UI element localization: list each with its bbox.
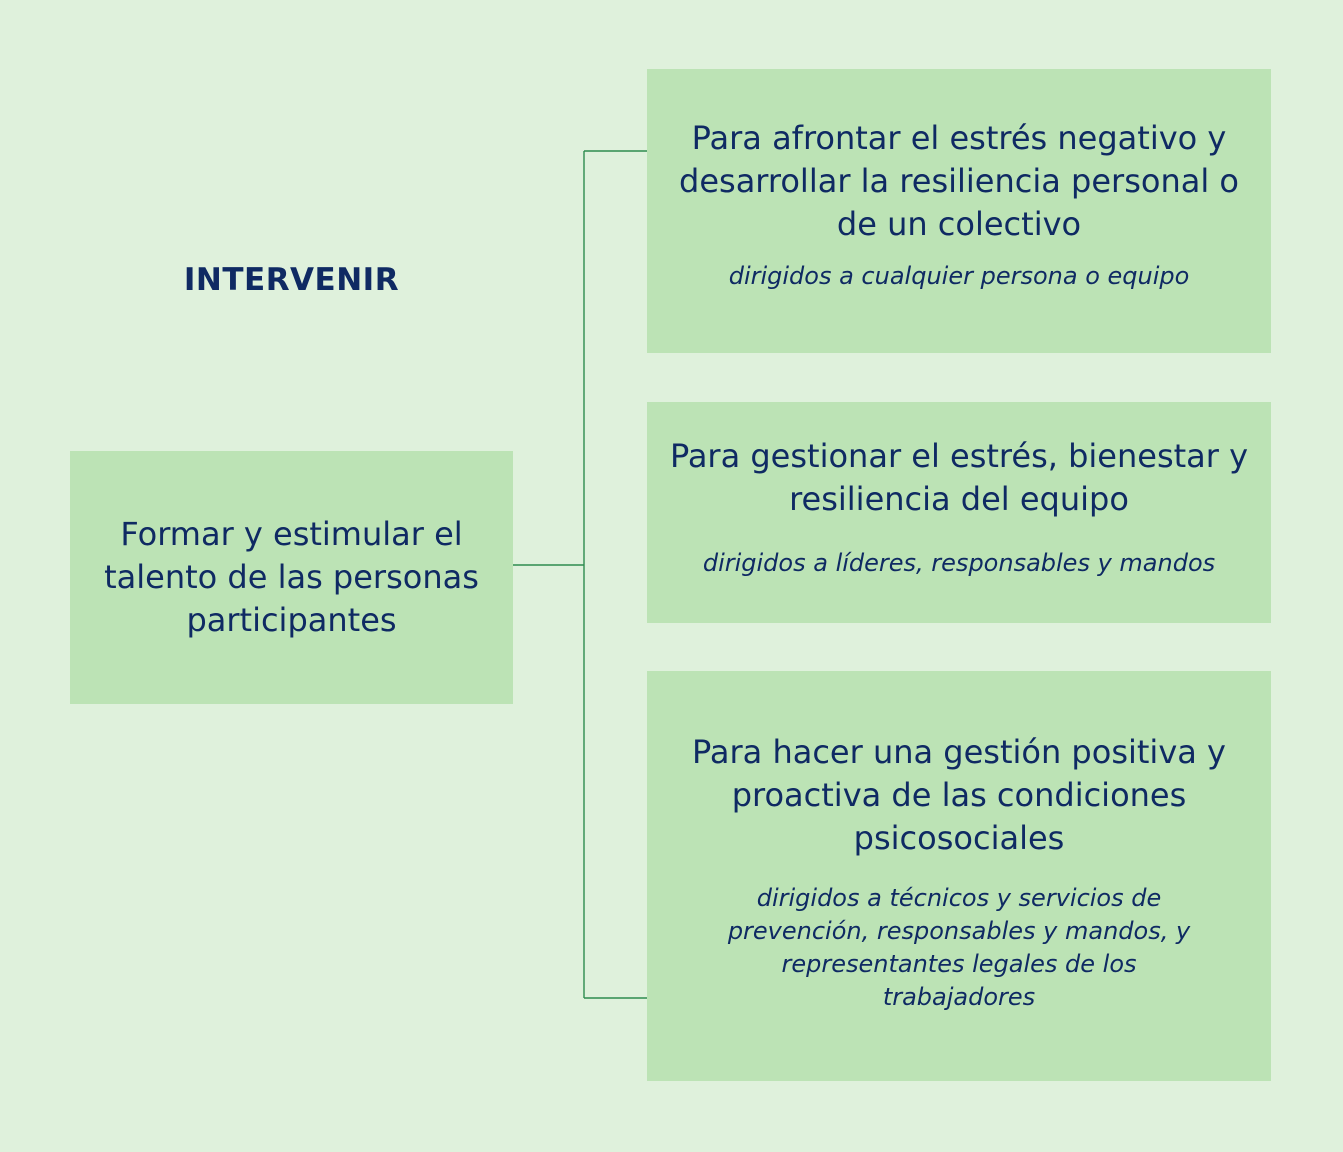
branch-node-1: [647, 69, 1271, 353]
diagram-heading: INTERVENIR: [183, 262, 400, 298]
branch-1-title: Para afrontar el estrés negativo y desarrollar la resiliencia personal o de un colectivo: [679, 119, 1239, 243]
root-node-label: Formar y estimular el talento de las personas participantes: [104, 515, 479, 639]
branch-2-subtitle: dirigidos a líderes, responsables y mandos: [702, 549, 1216, 577]
root-node: [70, 451, 513, 704]
branch-3-subtitle: dirigidos a técnicos y servicios de prevención, responsables y mandos, y representantes legales de los trabajadores: [727, 883, 1191, 1011]
branch-node-3: [647, 671, 1271, 1081]
branch-2-title: Para gestionar el estrés, bienestar y resiliencia del equipo: [669, 437, 1249, 518]
branch-3-title: Para hacer una gestión positiva y proactiva de las condiciones psicosociales: [692, 732, 1226, 857]
branch-1-subtitle: dirigidos a cualquier persona o equipo: [728, 262, 1190, 290]
branch-node-2: [647, 402, 1271, 623]
